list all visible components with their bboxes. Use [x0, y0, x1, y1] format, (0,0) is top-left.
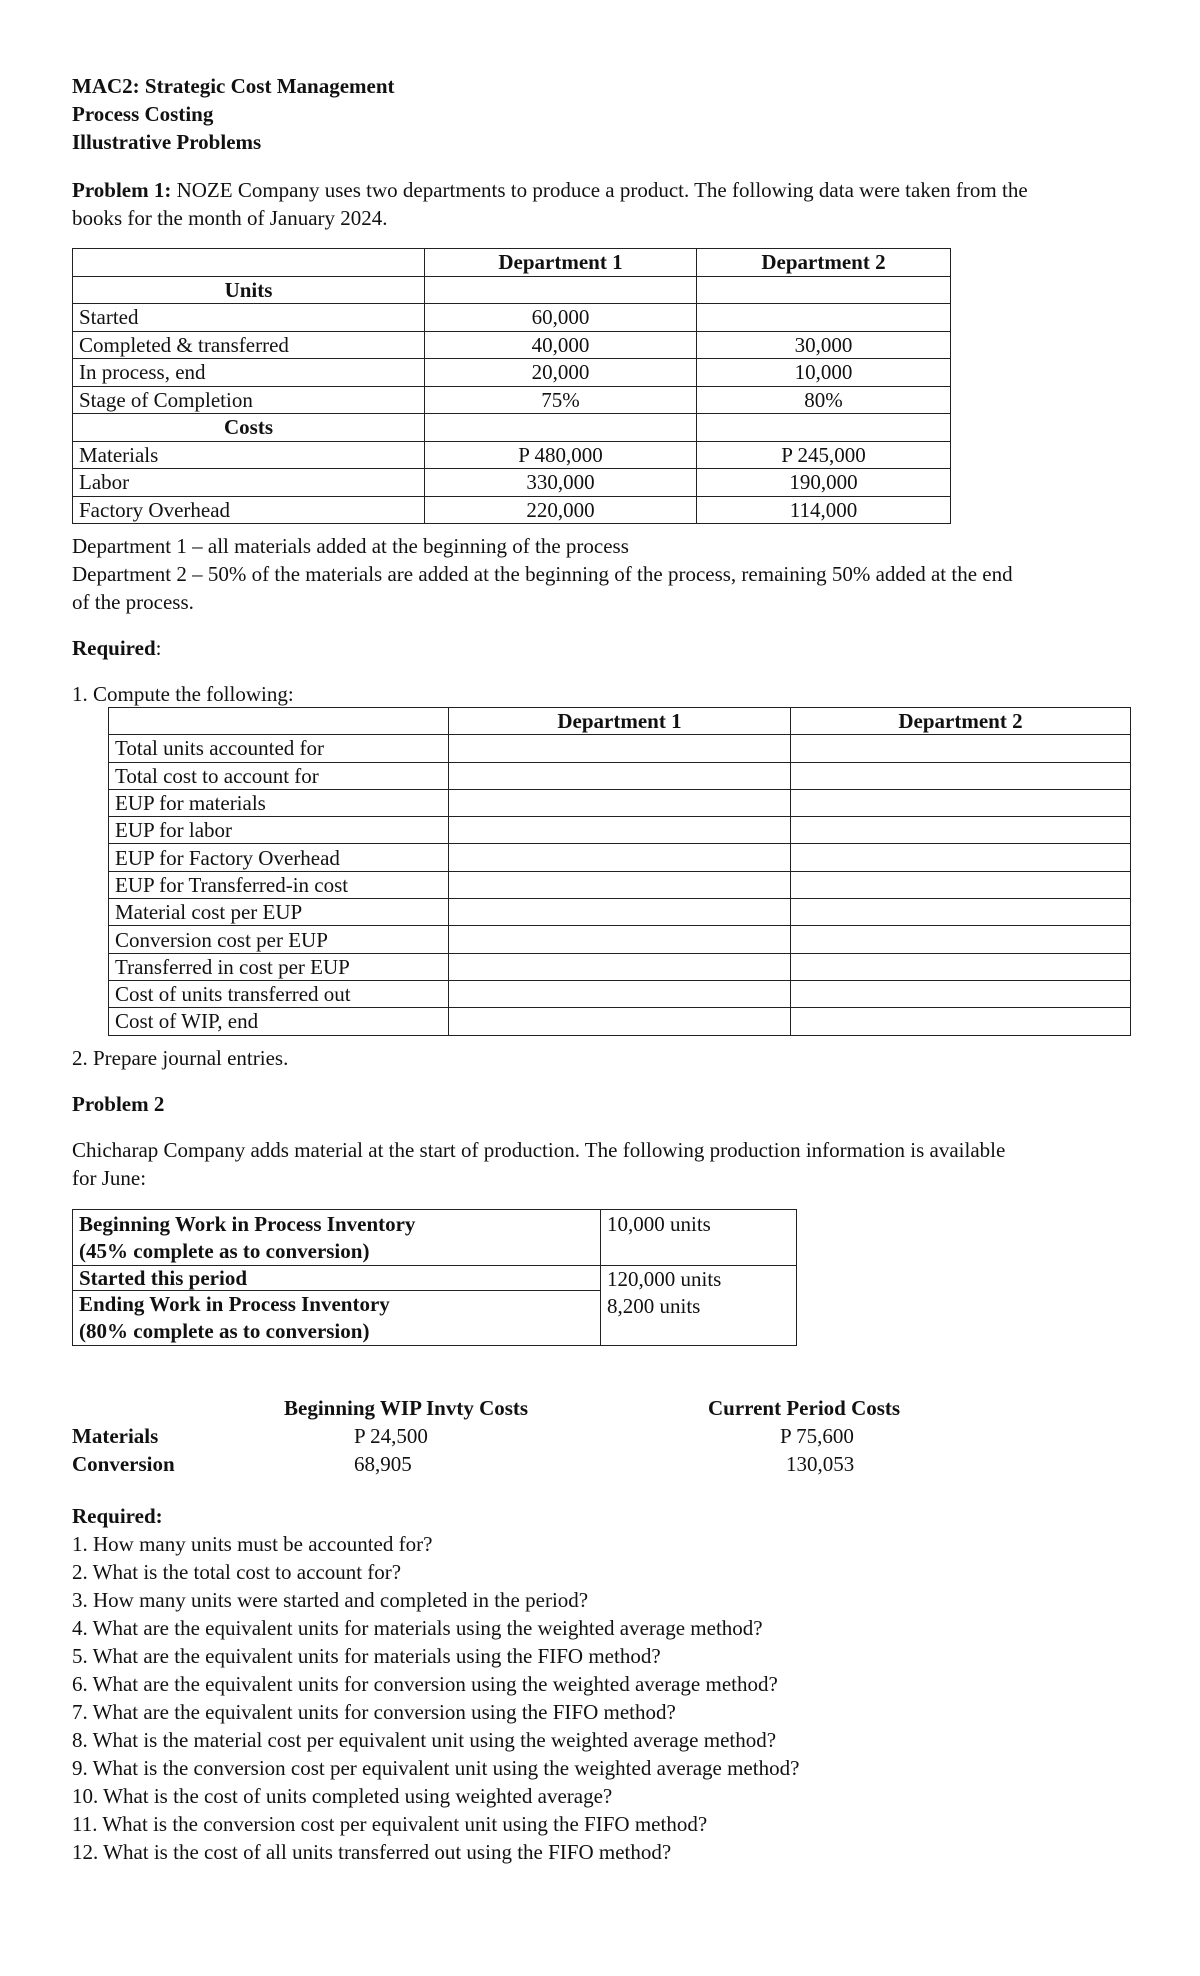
problem1-intro-text: NOZE Company uses two departments to produce a product. The following data were taken from the: [171, 178, 1028, 202]
question-item: 5. What are the equivalent units for materials using the FIFO method?: [72, 1644, 661, 1668]
problem2-required: Required:: [72, 1504, 163, 1528]
row-label: EUP for materials: [109, 789, 449, 816]
row-label: Conversion cost per EUP: [109, 926, 449, 953]
row-label: Material cost per EUP: [109, 899, 449, 926]
dept2-value: 114,000: [697, 496, 951, 524]
question-item: 7. What are the equivalent units for conversion using the FIFO method?: [72, 1700, 676, 1724]
row-label: Total units accounted for: [109, 735, 449, 762]
problem1-data-table: [72, 248, 951, 524]
dept2-note-line2: of the process.: [72, 590, 194, 614]
row-label: Transferred in cost per EUP: [109, 953, 449, 980]
costs-heading-row: [73, 414, 951, 442]
row-label: EUP for labor: [109, 817, 449, 844]
current-period-header: Current Period Costs: [708, 1396, 901, 1420]
units-heading: Units: [73, 276, 425, 304]
row-label: Stage of Completion: [73, 386, 425, 414]
problem1-label: Problem 1:: [72, 178, 172, 202]
table-row: [73, 469, 951, 497]
dept1-note: Department 1 – all materials added at the beginning of the process: [72, 534, 629, 558]
table-row: [73, 359, 951, 387]
row-label: EUP for Transferred-in cost: [109, 871, 449, 898]
dept2-value: 10,000: [697, 359, 951, 387]
row-value: 8,200 units: [607, 1294, 701, 1318]
cost-label: Materials: [72, 1424, 159, 1448]
dept2-value: P 245,000: [697, 441, 951, 469]
table-row: [109, 844, 1131, 871]
row-label: Factory Overhead: [73, 496, 425, 524]
beginning-wip-header: Beginning WIP Invty Costs: [284, 1396, 529, 1420]
table-row: [109, 817, 1131, 844]
problem2-label: Problem 2: [72, 1092, 165, 1116]
question-item: 10. What is the cost of units completed using weighted average?: [72, 1784, 613, 1808]
row-label: Started: [73, 304, 425, 332]
required-label: Required: [72, 636, 156, 660]
problem2-intro-line2: for June:: [72, 1166, 147, 1190]
required-item-2: 2. Prepare journal entries.: [72, 1046, 289, 1070]
dept2-header: Department 2: [697, 249, 951, 277]
question-item: 2. What is the total cost to account for?: [72, 1560, 402, 1584]
problem1-intro: [72, 176, 1028, 204]
problem1-intro-line2: books for the month of January 2024.: [72, 206, 388, 230]
row-label: EUP for Factory Overhead: [109, 844, 449, 871]
table-row: [109, 899, 1131, 926]
table-row: [109, 953, 1131, 980]
table-row: [73, 1210, 797, 1266]
question-item: 9. What is the conversion cost per equivalent unit using the weighted average method?: [72, 1756, 800, 1780]
question-item: 12. What is the cost of all units transferred out using the FIFO method?: [72, 1840, 672, 1864]
question-item: 11. What is the conversion cost per equivalent unit using the FIFO method?: [72, 1812, 708, 1836]
table-row: [109, 762, 1131, 789]
table-row: [109, 789, 1131, 816]
dept2-value: 80%: [697, 386, 951, 414]
required-heading: [72, 634, 161, 662]
course-title: MAC2: Strategic Cost Management: [72, 74, 395, 98]
table-row: [73, 304, 951, 332]
table-row: [73, 386, 951, 414]
row-label-line: (45% complete as to conversion): [79, 1239, 370, 1263]
question-item: 3. How many units were started and completed in the period?: [72, 1588, 589, 1612]
beginning-value: 68,905: [354, 1452, 412, 1476]
row-label: Cost of units transferred out: [109, 980, 449, 1007]
row-values: [601, 1266, 797, 1346]
required-item-1: 1. Compute the following:: [72, 682, 294, 706]
subtitle: Illustrative Problems: [72, 130, 262, 154]
current-value: P 75,600: [780, 1424, 854, 1448]
row-label: In process, end: [73, 359, 425, 387]
topic-title: Process Costing: [72, 102, 214, 126]
row-label: Cost of WIP, end: [109, 1008, 449, 1035]
dept1-header: Department 1: [425, 249, 697, 277]
dept2-value: 30,000: [697, 331, 951, 359]
row-label-line: Ending Work in Process Inventory: [79, 1292, 390, 1316]
dept2-note: Department 2 – 50% of the materials are added at the beginning of the process, remaining 50% added at the end: [72, 562, 1013, 586]
row-label-line: Beginning Work in Process Inventory: [79, 1212, 416, 1236]
dept1-value: P 480,000: [425, 441, 697, 469]
table-row: [109, 735, 1131, 762]
table-row: [109, 926, 1131, 953]
table-row: [73, 1266, 797, 1291]
table-header-row: [109, 708, 1131, 735]
dept1-value: 40,000: [425, 331, 697, 359]
dept2-header: Department 2: [791, 708, 1131, 735]
row-label: Labor: [73, 469, 425, 497]
row-label: [73, 1291, 601, 1346]
units-heading-row: [73, 276, 951, 304]
row-value: 10,000 units: [601, 1210, 797, 1266]
cost-label: Conversion: [72, 1452, 175, 1476]
row-label: [73, 1210, 601, 1266]
dept1-value: 330,000: [425, 469, 697, 497]
table-row: [109, 1008, 1131, 1035]
table-header-row: [73, 249, 951, 277]
table-row: [73, 441, 951, 469]
problem2-intro: Chicharap Company adds material at the start of production. The following production information is available: [72, 1138, 1006, 1162]
beginning-value: P 24,500: [354, 1424, 428, 1448]
question-item: 6. What are the equivalent units for conversion using the weighted average method?: [72, 1672, 778, 1696]
table-row: [109, 980, 1131, 1007]
dept1-value: 60,000: [425, 304, 697, 332]
empty-cell: [73, 249, 425, 277]
row-label-line: (80% complete as to conversion): [79, 1319, 370, 1343]
row-label: Started this period: [73, 1266, 601, 1291]
dept2-value: [697, 304, 951, 332]
dept1-header: Department 1: [449, 708, 791, 735]
table-row: [73, 496, 951, 524]
dept1-value: 20,000: [425, 359, 697, 387]
required-colon: :: [155, 636, 162, 660]
question-item: 4. What are the equivalent units for materials using the weighted average method?: [72, 1616, 763, 1640]
row-label: Total cost to account for: [109, 762, 449, 789]
table-row: [73, 331, 951, 359]
row-label: Materials: [73, 441, 425, 469]
current-value: 130,053: [786, 1452, 855, 1476]
row-value: 120,000 units: [607, 1267, 722, 1291]
production-info-table: [72, 1209, 797, 1346]
dept2-value: 190,000: [697, 469, 951, 497]
dept1-value: 220,000: [425, 496, 697, 524]
question-item: 1. How many units must be accounted for?: [72, 1532, 433, 1556]
table-row: [109, 871, 1131, 898]
question-item: 8. What is the material cost per equivalent unit using the weighted average method?: [72, 1728, 777, 1752]
dept1-value: 75%: [425, 386, 697, 414]
costs-heading: Costs: [73, 414, 425, 442]
empty-cell: [109, 708, 449, 735]
compute-table: [108, 707, 1131, 1036]
row-label: Completed & transferred: [73, 331, 425, 359]
